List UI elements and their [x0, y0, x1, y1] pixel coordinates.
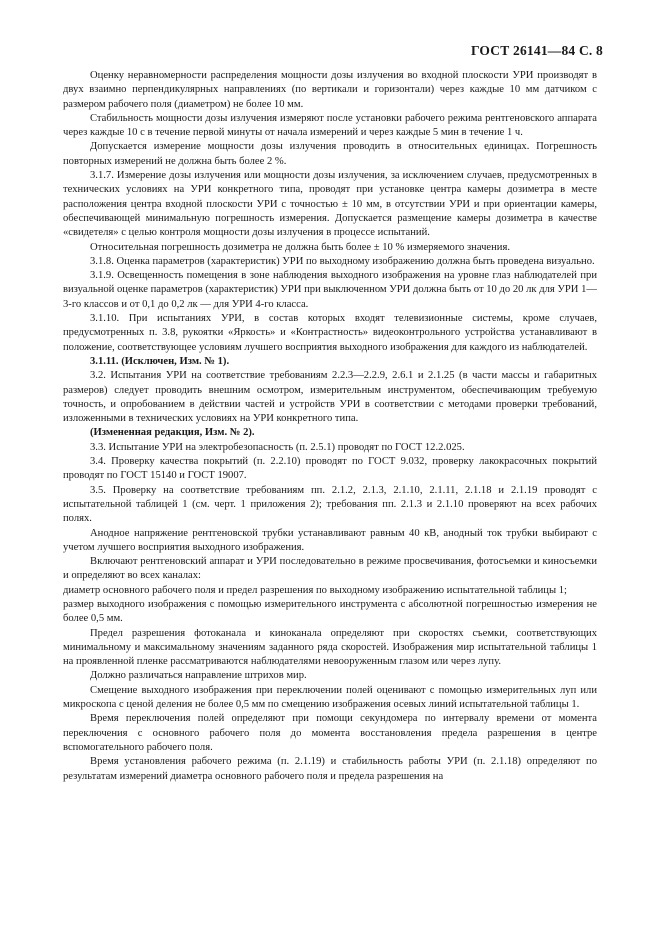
paragraph: Предел разрешения фотоканала и киноканала определяют при скоростях съемки, соответствующих минимальному и максимальному значениям заданного ряда скоростей. Изображения мир испытательной таблицы 1 на проявленной пленке рассматриваются наблюдателями невооруженным глазом или через лупу. [63, 627, 597, 668]
paragraph: 3.4. Проверку качества покрытий (п. 2.2.10) проводят по ГОСТ 9.032, проверку лакокрасочных покрытий проводят по ГОСТ 15140 и ГОСТ 19007. [63, 456, 597, 482]
paragraph: Смещение выходного изображения при переключении полей оценивают с помощью измерительных луп или микроскопа с ценой деления не более 0,5 мм по смещению изображения осевых линий испытательной таблицы 1. [63, 684, 597, 711]
document-body [63, 69, 597, 784]
page-header: ГОСТ 26141—84 С. 8 [470, 43, 603, 58]
paragraph: Стабильность мощности дозы излучения измеряют после установки рабочего режима рентгеновского аппарата через каждые 10 с в течение первой минуты от начала измерений и через каждые 5 мин в течение 1 ч. [63, 112, 597, 139]
paragraph: Оценку неравномерности распределения мощности дозы излучения во входной плоскости УРИ производят в двух взаимно перпендикулярных направлениях (по вертикали и горизонтали) через каждые 10 мм датчиком с размером рабочего поля (диаметром) не более 10 мм. [63, 70, 597, 110]
paragraph: Время установления рабочего режима (п. 2.1.19) и стабильность работы УРИ (п. 2.1.18) определяют по результатам измерений диаметра основного рабочего поля и предела разрешения на [63, 756, 597, 782]
paragraph: 3.3. Испытание УРИ на электробезопасность (п. 2.5.1) проводят по ГОСТ 12.2.025. [90, 441, 465, 453]
paragraph: Допускается измерение мощности дозы излучения проводить в относительных единицах. Погрешность повторных измерений не должна быть более 2 %. [63, 141, 597, 167]
paragraph-excluded-note: 3.1.11. (Исключен, Изм. № 1). [90, 355, 230, 367]
paragraph-amendment-note: (Измененная редакция, Изм. № 2). [90, 427, 255, 439]
list-item: размер выходного изображения с помощью измерительного инструмента с абсолютной погрешностью измерения не более 0,5 мм. [63, 598, 597, 625]
paragraph: 3.1.10. При испытаниях УРИ, в состав которых входят телевизионные системы, кроме случаев, предусмотренных п. 3.8, рукоятки «Яркость» и «Контрастность» видеоконтрольного устройства устанавливают в положение, соответствующее условиям лучшего восприятия выходного изображения для каждого из наблюдателей. [63, 313, 597, 353]
paragraph: Время переключения полей определяют при помощи секундомера по интервалу времени от момента переключения с основного рабочего поля до момента восстановления предела разрешения в центре вспомогательного рабочего поля. [63, 713, 597, 753]
paragraph: 3.1.9. Освещенность помещения в зоне наблюдения выходного изображения на уровне глаз наблюдателей при визуальной оценке параметров (характеристик) УРИ при выключенном УРИ должна быть от 10 до 20 лк для УРИ 1—3-го классов и от 0,1 до 0,2 лк — для УРИ 4-го класса. [63, 270, 597, 310]
paragraph: Должно различаться направление штрихов мир. [90, 670, 307, 682]
paragraph: 3.1.8. Оценка параметров (характеристик) УРИ по выходному изображению должна быть проведена визуально. [90, 255, 595, 267]
paragraph: 3.1.7. Измерение дозы излучения или мощности дозы излучения, за исключением случаев, предусмотренных в технических условиях на УРИ конкретного типа, проводят при установке центра камеры дозиметра в месте расположения центра входной плоскости УРИ с точностью ± 10 мм, в отсутствии УРИ и при ориентации камеры, обеспечивающей минимальную погрешность измерения. Допускается размещение камеры дозиметра в качестве «свидетеля» с целью контроля мощности дозы излучения в процессе испытаний. [63, 170, 597, 239]
paragraph: 3.5. Проверку на соответствие требованиям пп. 2.1.2, 2.1.3, 2.1.10, 2.1.11, 2.1.18 и 2.1.19 проводят с испытательной таблицей 1 (см. черт. 1 приложения 2); требования пп. 2.1.3 и 2.1.10 проверяют на всех рабочих полях. [63, 484, 597, 525]
paragraph: Относительная погрешность дозиметра не должна быть более ± 10 % измеряемого значения. [90, 241, 510, 253]
paragraph: 3.2. Испытания УРИ на соответствие требованиям 2.2.3—2.2.9, 2.6.1 и 2.1.25 (в части массы и габаритных размеров) следует проводить внешним осмотром, измерительным инструментом, обеспечивающим требуемую точность, и опробованием в действии частей и устройств УРИ в соответствии с методами проверки требований, изложенными в технических условиях на УРИ конкретного типа. [63, 370, 597, 425]
list-item: диаметр основного рабочего поля и предел разрешения по выходному изображению испытательной таблицы 1; [63, 584, 567, 596]
paragraph: Анодное напряжение рентгеновской трубки устанавливают равным 40 кВ, анодный ток трубки выбирают с учетом лучшего восприятия выходного изображения. [63, 527, 597, 553]
paragraph: Включают рентгеновский аппарат и УРИ последовательно в режиме просвечивания, фотосъемки и киносъемки и определяют во всех каналах: [63, 556, 597, 582]
